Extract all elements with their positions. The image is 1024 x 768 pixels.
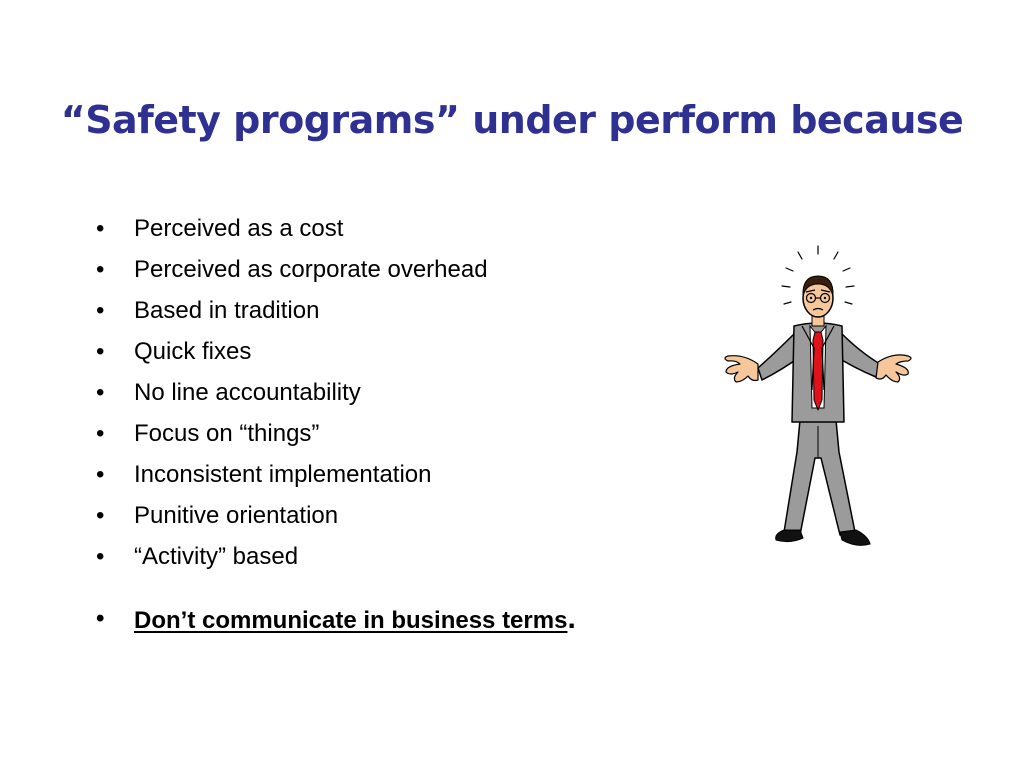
bullet-dot: •	[96, 215, 105, 242]
bullet-dot: •	[96, 605, 105, 632]
bullet-text: Inconsistent implementation	[134, 461, 432, 488]
bullet-text: Based in tradition	[134, 297, 320, 324]
bullet-text: “Activity” based	[134, 543, 299, 570]
list-item	[96, 495, 576, 536]
list-item	[96, 536, 576, 577]
bullet-text: Quick fixes	[134, 338, 252, 365]
emphasis-period: .	[567, 602, 576, 635]
list-item	[96, 208, 576, 249]
bullet-text: Focus on “things”	[134, 420, 320, 447]
list-item	[96, 290, 576, 331]
list-item	[96, 331, 576, 372]
bullet-dot: •	[96, 420, 105, 447]
bullet-dot: •	[96, 297, 105, 324]
bullet-dot: •	[96, 543, 105, 570]
emphasis-text: Don’t communicate in business terms	[134, 607, 568, 634]
bullet-dot: •	[96, 338, 105, 365]
bullet-list	[96, 208, 576, 641]
bullet-dot: •	[96, 379, 105, 406]
slide-title: “Safety programs” under perform because	[60, 98, 964, 142]
bullet-text: Perceived as a cost	[134, 215, 344, 242]
list-item-emphasis	[96, 598, 576, 641]
bullet-text: No line accountability	[134, 379, 361, 406]
bullet-dot: •	[96, 256, 105, 283]
list-item	[96, 249, 576, 290]
bullet-text: Perceived as corporate overhead	[134, 256, 488, 283]
confused-businessman-shrugging-icon	[718, 240, 918, 560]
bullet-dot: •	[96, 461, 105, 488]
list-item	[96, 454, 576, 495]
list-item	[96, 413, 576, 454]
bullet-text: Punitive orientation	[134, 502, 339, 529]
list-item	[96, 372, 576, 413]
bullet-dot: •	[96, 502, 105, 529]
